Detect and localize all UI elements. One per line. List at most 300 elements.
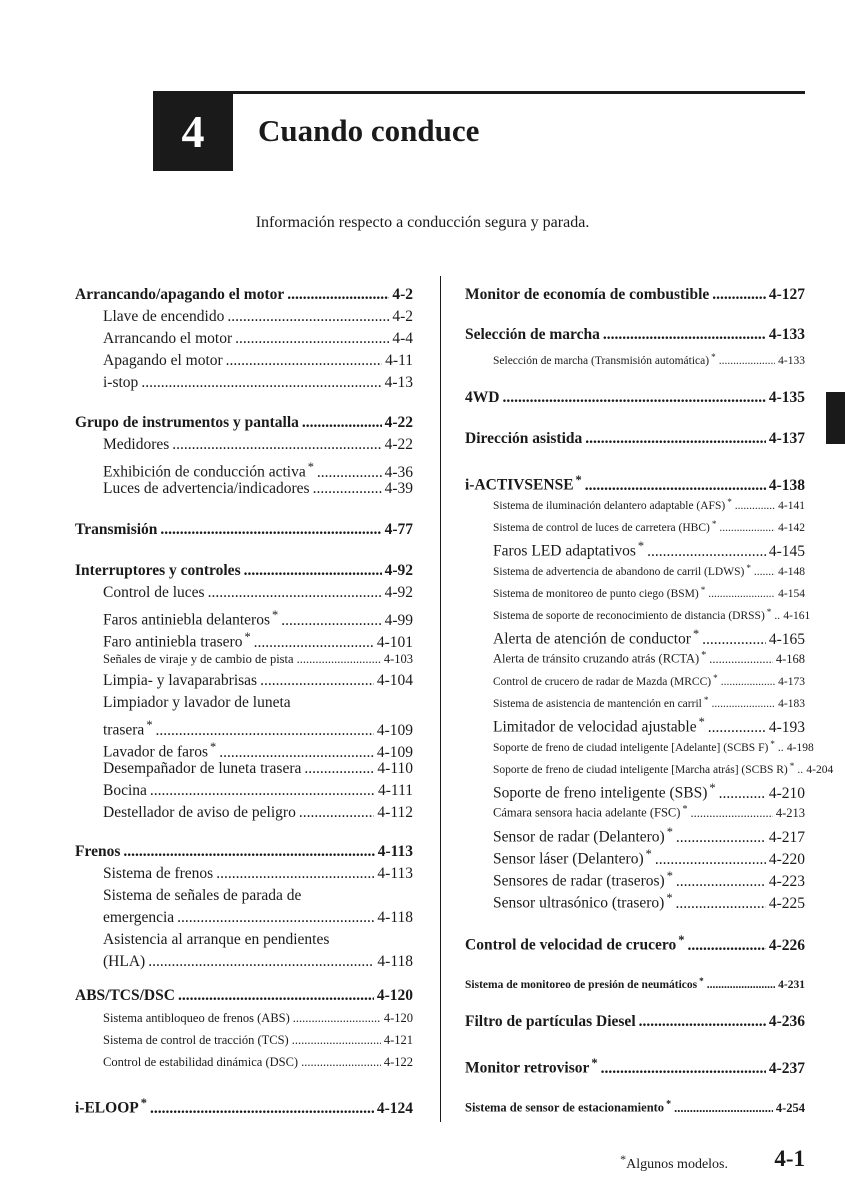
toc-entry-title [465, 471, 582, 495]
asterisk-icon: * [692, 627, 700, 641]
toc-subentry[interactable] [493, 779, 805, 803]
toc-entry-text: Sensores de radar (traseros) [493, 872, 665, 890]
toc-entry-title [493, 691, 708, 713]
toc-entry-title [103, 1009, 290, 1027]
toc-entry-title [103, 374, 138, 392]
footnote [620, 1152, 728, 1173]
dot-leader [293, 1009, 381, 1027]
toc-entry-text: Medidores [103, 436, 170, 453]
dot-leader [797, 761, 803, 779]
asterisk-icon: * [727, 497, 732, 507]
dot-leader [687, 937, 765, 955]
asterisk-icon: * [666, 1099, 672, 1110]
toc-entry-title [75, 1094, 147, 1118]
toc-subentry[interactable] [103, 716, 413, 740]
toc-entry-title [75, 843, 120, 861]
dot-leader [177, 909, 374, 927]
toc-page-number: 4-161 [783, 610, 811, 623]
toc-entry-title [103, 738, 216, 762]
toc-subentry[interactable] [103, 606, 413, 630]
chapter-number-box [153, 91, 233, 171]
toc-page-number: 4-110 [377, 760, 413, 777]
toc-page-number: 4-220 [768, 850, 805, 868]
toc-page-number: 4-217 [768, 828, 805, 846]
toc-page-number: 4-137 [768, 430, 805, 447]
toc-entry-text: Exhibición de conducción activa [103, 463, 306, 481]
toc-entry-title [493, 493, 732, 515]
toc-entry-text: Apagando el motor [103, 352, 223, 369]
toc-entry-text: Sistema de advertencia de abandono de carril (LDWS) [493, 566, 745, 579]
toc-entry-title [103, 628, 251, 652]
toc-entry-text: 4WD [465, 389, 500, 406]
toc-entry-title [493, 713, 705, 737]
toc-entry-title [103, 716, 153, 740]
toc-entry-title [103, 672, 257, 690]
toc-subentry[interactable] [493, 735, 814, 757]
toc-subentry[interactable] [103, 374, 413, 392]
toc-page-number: 4-142 [778, 522, 805, 535]
toc-subentry[interactable] [103, 584, 413, 602]
toc-entry-text: Sistema de iluminación delantero adaptable (AFS) [493, 500, 726, 513]
toc-page-number: 4-109 [376, 743, 413, 761]
toc-section-entry[interactable] [75, 843, 413, 861]
toc-page-number: 4-103 [383, 652, 413, 666]
toc-subentry[interactable] [493, 537, 805, 561]
toc-page-number: 4-101 [376, 633, 413, 651]
toc-page-number: 4-122 [383, 1055, 413, 1069]
asterisk-icon: * [666, 891, 673, 905]
dot-leader [702, 631, 766, 649]
dot-leader [647, 543, 766, 561]
dot-leader [235, 330, 389, 348]
toc-page-number: 4-2 [392, 286, 413, 303]
toc-entry-text: Sistema de soporte de reconocimiento de distancia (DRSS) [493, 610, 765, 623]
toc-page-number: 4-225 [768, 894, 805, 912]
asterisk-icon: * [575, 473, 582, 487]
dot-leader [178, 987, 374, 1005]
dot-leader [297, 650, 381, 668]
toc-subentry[interactable] [493, 603, 811, 625]
toc-entry-title [103, 760, 301, 778]
toc-entry-text: Monitor retrovisor [465, 1059, 590, 1077]
toc-entry-text: i-ELOOP [75, 1099, 139, 1117]
toc-entry-text: Llave de encendido [103, 308, 225, 325]
chapter-number: 4 [181, 105, 205, 157]
toc-entry-title [493, 779, 716, 803]
toc-page-number: 4-118 [377, 909, 413, 926]
toc-page-number: 4-193 [768, 718, 805, 736]
toc-entry-title [103, 1053, 298, 1071]
dot-leader [735, 497, 775, 515]
toc-subentry[interactable] [493, 845, 805, 869]
toc-subentry[interactable] [103, 1031, 413, 1049]
toc-entry-title [75, 987, 175, 1005]
toc-page-number: 4-148 [778, 566, 805, 579]
toc-entry-text: Alerta de atención de conductor [493, 630, 691, 648]
toc-page-number: 4-118 [377, 953, 413, 970]
dot-leader [150, 782, 375, 800]
toc-section-entry[interactable] [465, 1054, 805, 1078]
toc-entry-title [103, 330, 232, 348]
toc-section-entry[interactable] [75, 1094, 413, 1118]
toc-entry-text: Sistema de control de luces de carretera (HBC) [493, 522, 710, 535]
asterisk-icon: * [700, 585, 706, 595]
toc-entry-text: Control de estabilidad dinámica (DSC) [103, 1055, 299, 1069]
dot-leader [707, 976, 775, 994]
asterisk-icon: * [666, 825, 673, 839]
dot-leader [719, 352, 775, 370]
asterisk-icon: * [703, 695, 709, 705]
toc-entry-text: Señales de viraje y de cambio de pista [103, 652, 294, 666]
toc-page-number: 4-135 [768, 389, 805, 406]
toc-subentry[interactable] [493, 757, 834, 779]
toc-entry-title [493, 515, 716, 537]
asterisk-icon: * [699, 976, 704, 986]
asterisk-icon: * [666, 869, 673, 883]
toc-page-number: 4-165 [768, 630, 805, 648]
toc-entry-text: Soporte de freno de ciudad inteligente [Adelante] (SCBS F) [493, 742, 769, 755]
toc-section-entry[interactable] [465, 326, 805, 344]
toc-entry-title [75, 414, 299, 432]
dot-leader [226, 352, 382, 370]
asterisk-icon: * [698, 715, 705, 729]
toc-page-number: 4-4 [392, 330, 413, 347]
toc-subentry[interactable] [103, 458, 413, 482]
toc-entry-text: Sensor ultrasónico (trasero) [493, 894, 665, 912]
toc-entry-title [103, 606, 278, 630]
page-number: 4-1 [774, 1146, 805, 1171]
dot-leader [639, 1013, 766, 1031]
toc-entry-title [465, 931, 684, 955]
toc-page-number: 4-121 [383, 1033, 413, 1047]
toc-subentry[interactable] [103, 953, 413, 971]
toc-subentry[interactable] [103, 782, 413, 800]
dot-leader [123, 843, 374, 861]
toc-entry-title [465, 1054, 598, 1078]
dot-leader [754, 563, 775, 581]
dot-leader [227, 308, 389, 326]
toc-page-number: 4-120 [376, 987, 413, 1004]
toc-entry-title [103, 480, 310, 498]
toc-entry-text: Luces de advertencia/indicadores [103, 480, 310, 497]
toc-entry-text: Sistema de monitoreo de punto ciego (BSM) [493, 588, 699, 601]
asterisk-icon: * [789, 761, 795, 771]
toc-entry-text: emergencia [103, 909, 175, 926]
toc-entry-title [493, 625, 699, 649]
toc-page-number: 4-13 [384, 374, 413, 391]
toc-page-number: 4-138 [768, 476, 805, 494]
toc-entry-title [75, 286, 284, 304]
dot-leader [150, 1100, 374, 1118]
toc-subentry[interactable] [103, 909, 413, 927]
dot-leader [708, 719, 766, 737]
toc-entry-text: Control de crucero de radar de Mazda (MRCC) [493, 676, 712, 689]
toc-entry-title [103, 909, 174, 927]
toc-subentry[interactable] [103, 672, 413, 690]
toc-page-number: 4-111 [377, 782, 413, 799]
toc-page-number: 4-92 [384, 584, 413, 601]
toc-section-entry[interactable] [465, 931, 805, 955]
toc-section-entry[interactable] [465, 471, 805, 495]
toc-entry-title [103, 584, 205, 602]
toc-entry-text: Selección de marcha (Transmisión automática) [493, 355, 710, 368]
dot-leader [719, 519, 775, 537]
toc-page-number: 4-124 [376, 1099, 413, 1117]
toc-subentry[interactable] [493, 889, 805, 913]
toc-page-number: 4-236 [768, 1013, 805, 1030]
toc-entry-title [103, 1031, 289, 1049]
toc-subentry[interactable] [103, 330, 413, 348]
toc-entry-title [493, 603, 771, 625]
header-rule [232, 91, 805, 94]
toc-section-entry[interactable] [75, 286, 413, 304]
toc-entry-title [465, 286, 709, 304]
asterisk-icon: * [678, 933, 685, 947]
dot-leader [674, 1099, 773, 1117]
toc-entry-text: Faro antiniebla trasero [103, 633, 243, 651]
toc-entry-title [103, 436, 169, 454]
dot-leader [711, 695, 775, 713]
toc-page-number: 4-113 [377, 865, 413, 882]
dot-leader [292, 1031, 381, 1049]
dot-leader [778, 739, 784, 757]
asterisk-icon: * [711, 352, 716, 362]
dot-leader [299, 804, 375, 822]
dot-leader [708, 585, 775, 603]
toc-subentry[interactable] [493, 713, 805, 737]
toc-page-number: 4-112 [377, 804, 413, 821]
dot-leader [690, 804, 772, 822]
toc-page-number: 4-168 [775, 651, 805, 666]
toc-page-number: 4-254 [775, 1100, 805, 1115]
toc-entry-text: Frenos [75, 843, 121, 860]
toc-entry-text: Selección de marcha [465, 326, 600, 343]
toc-section-entry[interactable] [75, 562, 413, 580]
toc-entry-title [493, 757, 794, 779]
toc-entry-text: i-ACTIVSENSE [465, 476, 574, 494]
asterisk-icon: * [637, 539, 645, 553]
toc-section-entry[interactable] [465, 389, 805, 407]
dot-leader [676, 895, 766, 913]
toc-entry-title [103, 458, 314, 482]
toc-entry-text: Dirección asistida [465, 430, 583, 447]
toc-subentry[interactable] [103, 760, 413, 778]
toc-page-number: 4-223 [768, 872, 805, 890]
toc-subentry[interactable] [493, 348, 805, 370]
toc-subentry[interactable] [493, 669, 805, 691]
toc-entry-text: Limitador de velocidad ajustable [493, 718, 697, 736]
toc-entry-title [75, 521, 157, 539]
toc-entry-title [493, 867, 673, 891]
toc-entry-text: Soporte de freno de ciudad inteligente [Marcha atrás] (SCBS R) [493, 764, 788, 777]
toc-entry-text: Sistema de frenos [103, 865, 214, 882]
toc-page-number: 4-213 [775, 805, 805, 820]
toc-entry-title [103, 352, 223, 370]
toc-section-entry[interactable] [75, 521, 413, 539]
toc-entry-title [103, 782, 147, 800]
asterisk-icon: * [244, 630, 251, 644]
toc-entry-title [493, 647, 706, 668]
toc-entry-title [103, 804, 296, 822]
toc-subentry[interactable] [103, 628, 413, 652]
toc-entry-title [493, 801, 687, 822]
toc-page-number: 4-120 [383, 1011, 413, 1025]
toc-entry-text: Sistema de control de tracción (TCS) [103, 1033, 289, 1047]
asterisk-icon: * [746, 563, 751, 573]
toc-subentry[interactable] [493, 647, 805, 668]
toc-subentry[interactable] [103, 738, 413, 762]
toc-entry-text: Filtro de partículas Diesel [465, 1013, 636, 1030]
dot-leader [721, 673, 775, 691]
dot-leader [156, 722, 374, 740]
toc-entry-title [493, 581, 705, 603]
toc-page-number: 4-133 [768, 326, 805, 343]
toc-entry-text: Monitor de economía de combustible [465, 286, 710, 303]
toc-entry-text: Transmisión [75, 521, 158, 538]
toc-subentry[interactable] [103, 480, 413, 498]
toc-page-number: 4-22 [384, 436, 413, 453]
chapter-side-tab [826, 392, 845, 444]
dot-leader [148, 953, 374, 971]
toc-entry-text: Faros antiniebla delanteros [103, 611, 271, 629]
dot-leader [317, 464, 382, 482]
toc-section-entry[interactable] [465, 1013, 805, 1031]
toc-subentry[interactable] [103, 865, 413, 883]
dot-leader [281, 612, 381, 630]
toc-subentry[interactable] [103, 1009, 413, 1027]
toc-page-number: 4-11 [385, 352, 413, 369]
toc-page-number: 4-210 [768, 784, 805, 802]
dot-leader [502, 389, 765, 407]
toc-entry-title-line: Sistema de señales de parada de [103, 887, 302, 904]
toc-section-entry[interactable] [75, 414, 413, 432]
dot-leader [287, 286, 389, 304]
toc-page-number: 4-173 [778, 676, 805, 689]
toc-entry-text: Cámara sensora hacia adelante (FSC) [493, 805, 681, 820]
asterisk-icon: * [307, 460, 314, 474]
toc-subentry[interactable] [103, 804, 413, 822]
toc-entry-title [493, 823, 673, 847]
dot-leader [172, 436, 381, 454]
toc-entry-title [103, 308, 224, 326]
toc-section-entry[interactable] [465, 430, 805, 448]
toc-entry-text: Desempañador de luneta trasera [103, 760, 302, 777]
toc-entry-text: i-stop [103, 374, 139, 391]
dot-leader [719, 785, 766, 803]
dot-leader [304, 760, 374, 778]
toc-page-number: 4-141 [778, 500, 805, 513]
toc-subentry[interactable] [103, 308, 413, 326]
toc-subentry[interactable] [103, 1053, 413, 1071]
toc-entry-title [465, 389, 499, 407]
toc-entry-title [465, 430, 582, 448]
toc-entry-text: trasera [103, 721, 145, 739]
toc-entry-text: Arrancando el motor [103, 330, 233, 347]
toc-page-number: 4-39 [384, 480, 413, 497]
dot-leader [603, 326, 766, 344]
dot-leader [141, 374, 381, 392]
asterisk-icon: * [146, 718, 153, 732]
asterisk-icon: * [711, 519, 717, 529]
toc-subentry[interactable] [493, 625, 805, 649]
toc-section-entry[interactable] [75, 987, 413, 1005]
dot-leader [313, 480, 382, 498]
toc-subentry[interactable] [103, 436, 413, 454]
dot-leader [676, 829, 766, 847]
column-divider [440, 276, 441, 1122]
dot-leader [219, 744, 374, 762]
asterisk-icon: * [713, 673, 718, 683]
asterisk-icon: * [272, 608, 279, 622]
toc-entry-title [75, 562, 241, 580]
toc-page-number: 4-127 [768, 286, 805, 303]
asterisk-icon: * [701, 650, 707, 661]
toc-entry-title [465, 1096, 671, 1117]
toc-page-number: 4-133 [778, 355, 805, 368]
toc-section-entry[interactable] [465, 286, 805, 304]
dot-leader [260, 672, 374, 690]
footnote-text: Algunos modelos. [626, 1156, 728, 1172]
toc-subentry[interactable] [493, 691, 805, 713]
toc-subentry[interactable] [493, 493, 805, 515]
toc-page-number: 4-231 [778, 979, 805, 992]
toc-entry-title [493, 845, 652, 869]
toc-entry-text: Destellador de aviso de peligro [103, 804, 296, 821]
toc-entry-title [465, 972, 704, 994]
toc-section-entry[interactable] [465, 972, 805, 994]
toc-entry-text: Arrancando/apagando el motor [75, 286, 285, 303]
toc-entry-title [493, 537, 644, 561]
toc-entry-text: Interruptores y controles [75, 562, 241, 579]
toc-entry-text: Control de velocidad de crucero [465, 936, 677, 954]
toc-page-number: 4-109 [376, 721, 413, 739]
asterisk-icon: * [591, 1056, 598, 1070]
toc-entry-text: Sistema de monitoreo de presión de neumáticos [465, 979, 698, 992]
toc-subentry[interactable] [493, 581, 805, 603]
asterisk-icon: * [770, 739, 775, 749]
asterisk-icon: * [709, 781, 716, 795]
toc-subentry[interactable] [493, 823, 805, 847]
dot-leader [712, 286, 766, 304]
toc-entry-title [103, 865, 213, 883]
dot-leader [585, 430, 766, 448]
toc-entry-title [465, 1013, 636, 1031]
toc-section-entry[interactable] [465, 1096, 805, 1117]
toc-page-number: 4-22 [384, 414, 413, 431]
toc-page-number: 4-113 [377, 843, 413, 860]
toc-subentry[interactable] [493, 801, 805, 822]
toc-subentry[interactable] [103, 352, 413, 370]
toc-entry-text: Limpia- y lavaparabrisas [103, 672, 258, 689]
toc-subentry[interactable] [493, 559, 805, 581]
toc-subentry[interactable] [493, 515, 805, 537]
dot-leader [302, 414, 382, 432]
chapter-title: Cuando conduce [258, 113, 480, 148]
toc-entry-title-line: Limpiador y lavador de luneta [103, 694, 291, 711]
toc-entry-text: Sensor de radar (Delantero) [493, 828, 665, 846]
toc-entry-text: Sistema antibloqueo de frenos (ABS) [103, 1011, 290, 1025]
footnote-star: * [620, 1152, 627, 1166]
toc-entry-text: Lavador de faros [103, 743, 209, 761]
toc-entry-title [465, 326, 600, 344]
toc-entry-text: Grupo de instrumentos y pantalla [75, 414, 299, 431]
toc-entry-title [493, 889, 673, 913]
toc-entry-text: ABS/TCS/DSC [75, 987, 175, 1004]
toc-entry-text: Control de luces [103, 584, 205, 601]
dot-leader [254, 634, 374, 652]
toc-subentry[interactable] [103, 650, 413, 668]
toc-subentry[interactable] [493, 867, 805, 891]
